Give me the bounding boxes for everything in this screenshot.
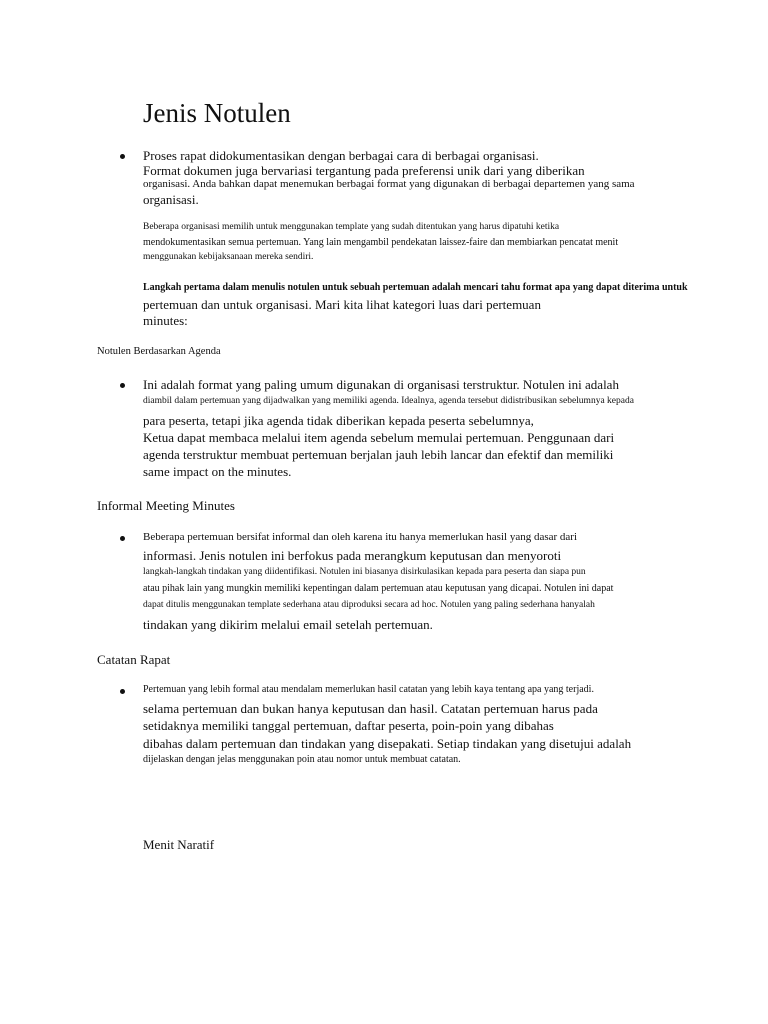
section1-line: agenda terstruktur membuat pertemuan berjalan jauh lebih lancar dan efektif dan memiliki xyxy=(143,447,614,462)
intro-line: Format dokumen juga bervariasi tergantung pada preferensi unik dari yang diberikan xyxy=(143,163,585,178)
intro-para3-line: minutes: xyxy=(143,313,188,328)
intro-para2-line: Beberapa organisasi memilih untuk menggunakan template yang sudah ditentukan yang harus dipatuhi ketika xyxy=(143,222,560,232)
section3-line: dibahas dalam pertemuan dan tindakan yang disepakati. Setiap tindakan yang disetujui adalah xyxy=(143,736,632,751)
section2-line: tindakan yang dikirim melalui email setelah pertemuan. xyxy=(143,617,433,632)
section-heading: Menit Naratif xyxy=(143,837,215,852)
intro-line: organisasi. Anda bahkan dapat menemukan berbagai format yang digunakan di berbagai departemen yang sama xyxy=(143,178,635,190)
section1-line: para peserta, tetapi jika agenda tidak diberikan kepada peserta sebelumnya, xyxy=(143,413,534,428)
bullet-icon xyxy=(120,383,125,388)
intro-para3-line: Langkah pertama dalam menulis notulen untuk sebuah pertemuan adalah mencari tahu format apa yang dapat diterima untuk xyxy=(143,282,688,293)
section1-line: diambil dalam pertemuan yang dijadwalkan yang memiliki agenda. Idealnya, agenda tersebut didistribusikan sebelumnya kepada xyxy=(143,396,634,406)
section-heading: Notulen Berdasarkan Agenda xyxy=(97,346,221,357)
section3-line: Pertemuan yang lebih formal atau mendalam memerlukan hasil catatan yang lebih kaya tentang apa yang terjadi. xyxy=(143,684,594,695)
section2-line: langkah-langkah tindakan yang diidentifikasi. Notulen ini biasanya disirkulasikan kepada para peserta dan siapa pun xyxy=(143,567,586,577)
section-heading: Catatan Rapat xyxy=(97,652,171,667)
section3-line: setidaknya memiliki tanggal pertemuan, daftar peserta, poin-poin yang dibahas xyxy=(143,718,554,733)
section1-line: Ketua dapat membaca melalui item agenda sebelum memulai pertemuan. Penggunaan dari xyxy=(143,430,615,445)
section1-line: Ini adalah format yang paling umum digunakan di organisasi terstruktur. Notulen ini adalah xyxy=(143,377,619,392)
bullet-icon xyxy=(120,689,125,694)
section2-line: atau pihak lain yang mungkin memiliki kepentingan dalam pertemuan atau keputusan yang dicapai. Notulen ini dapat xyxy=(143,583,614,594)
section-heading: Informal Meeting Minutes xyxy=(97,498,235,513)
section2-line: informasi. Jenis notulen ini berfokus pada merangkum keputusan dan menyoroti xyxy=(143,548,562,563)
section3-line: selama pertemuan dan bukan hanya keputusan dan hasil. Catatan pertemuan harus pada xyxy=(143,701,598,716)
intro-para3-line: pertemuan dan untuk organisasi. Mari kita lihat kategori luas dari pertemuan xyxy=(143,297,541,312)
section2-line: Beberapa pertemuan bersifat informal dan oleh karena itu hanya memerlukan hasil yang dasar dari xyxy=(143,531,578,543)
section1-line: same impact on the minutes. xyxy=(143,464,292,479)
bullet-icon xyxy=(120,154,125,159)
bullet-icon xyxy=(120,536,125,541)
intro-para2-line: menggunakan kebijaksanaan mereka sendiri. xyxy=(143,252,314,262)
section2-line: dapat ditulis menggunakan template sederhana atau diproduksi secara ad hoc. Notulen yang paling sederhana hanyalah xyxy=(143,600,595,610)
intro-para2-line: mendokumentasikan semua pertemuan. Yang lain mengambil pendekatan laissez-faire dan membiarkan pencatat menit xyxy=(143,237,619,248)
section3-line: dijelaskan dengan jelas menggunakan poin atau nomor untuk membuat catatan. xyxy=(143,754,461,765)
intro-line: organisasi. xyxy=(143,192,199,207)
intro-line: Proses rapat didokumentasikan dengan berbagai cara di berbagai organisasi. xyxy=(143,148,539,163)
page-title: Jenis Notulen xyxy=(143,98,291,128)
